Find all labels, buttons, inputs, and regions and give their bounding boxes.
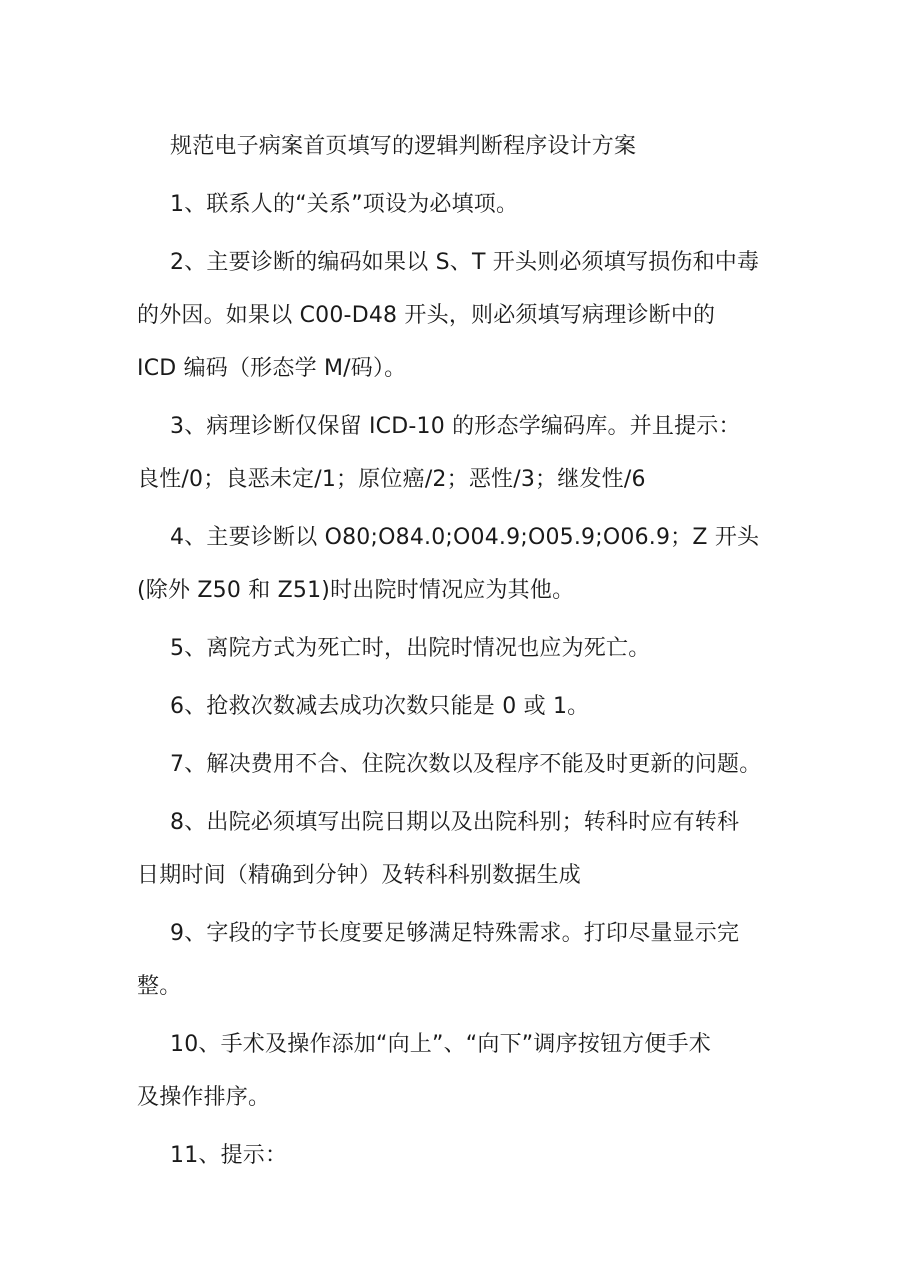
document-title — [137, 120, 777, 173]
paragraph-line: 4、主要诊断以 O80;O84.0;O04.9;O05.9;O06.9；Z 开头 — [170, 525, 760, 550]
paragraph-line: 良性/0；良恶未定/1；原位癌/2；恶性/3；继发性/6 — [137, 467, 646, 492]
title-text: 规范电子病案首页填写的逻辑判断程序设计方案 — [170, 134, 637, 159]
paragraph-line: 6、抢救次数减去成功次数只能是 0 或 1。 — [170, 694, 590, 719]
paragraph-line: 1、联系人的“关系”项设为必填项。 — [170, 192, 519, 217]
paragraph-8 — [137, 796, 777, 902]
paragraph-9 — [137, 907, 777, 1013]
paragraph-line: 的外因。如果以 C00-D48 开头，则必须填写病理诊断中的 — [137, 303, 716, 328]
paragraph-1 — [137, 178, 777, 231]
paragraph-line: ICD 编码（形态学 M/码）。 — [137, 356, 407, 381]
paragraph-11 — [137, 1129, 777, 1182]
paragraph-line: 11、提示： — [170, 1143, 288, 1168]
paragraph-5 — [137, 622, 777, 675]
paragraph-line: 2、主要诊断的编码如果以 S、T 开头则必须填写损伤和中毒 — [170, 250, 760, 275]
paragraph-line: 8、出院必须填写出院日期以及出院科别；转科时应有转科 — [170, 810, 740, 835]
paragraph-7 — [137, 738, 777, 791]
paragraph-10 — [137, 1018, 777, 1124]
paragraph-6 — [137, 680, 777, 733]
document-body — [137, 120, 777, 1187]
paragraph-3 — [137, 400, 777, 506]
paragraph-line: 7、解决费用不合、住院次数以及程序不能及时更新的问题。 — [170, 752, 762, 777]
paragraph-line: 5、离院方式为死亡时，出院时情况也应为死亡。 — [170, 636, 651, 661]
paragraph-line: 3、病理诊断仅保留 ICD-10 的形态学编码库。并且提示： — [170, 414, 741, 439]
paragraph-line: (除外 Z50 和 Z51)时出院时情况应为其他。 — [137, 578, 575, 603]
paragraph-line: 整。 — [137, 974, 182, 999]
paragraph-line: 9、字段的字节长度要足够满足特殊需求。打印尽量显示完 — [170, 921, 740, 946]
paragraph-2 — [137, 236, 777, 395]
paragraph-line: 10、手术及操作添加“向上”、“向下”调序按钮方便手术 — [170, 1032, 711, 1057]
paragraph-4 — [137, 511, 777, 617]
paragraph-line: 日期时间（精确到分钟）及转科科别数据生成 — [137, 863, 582, 888]
paragraph-line: 及操作排序。 — [137, 1085, 271, 1110]
